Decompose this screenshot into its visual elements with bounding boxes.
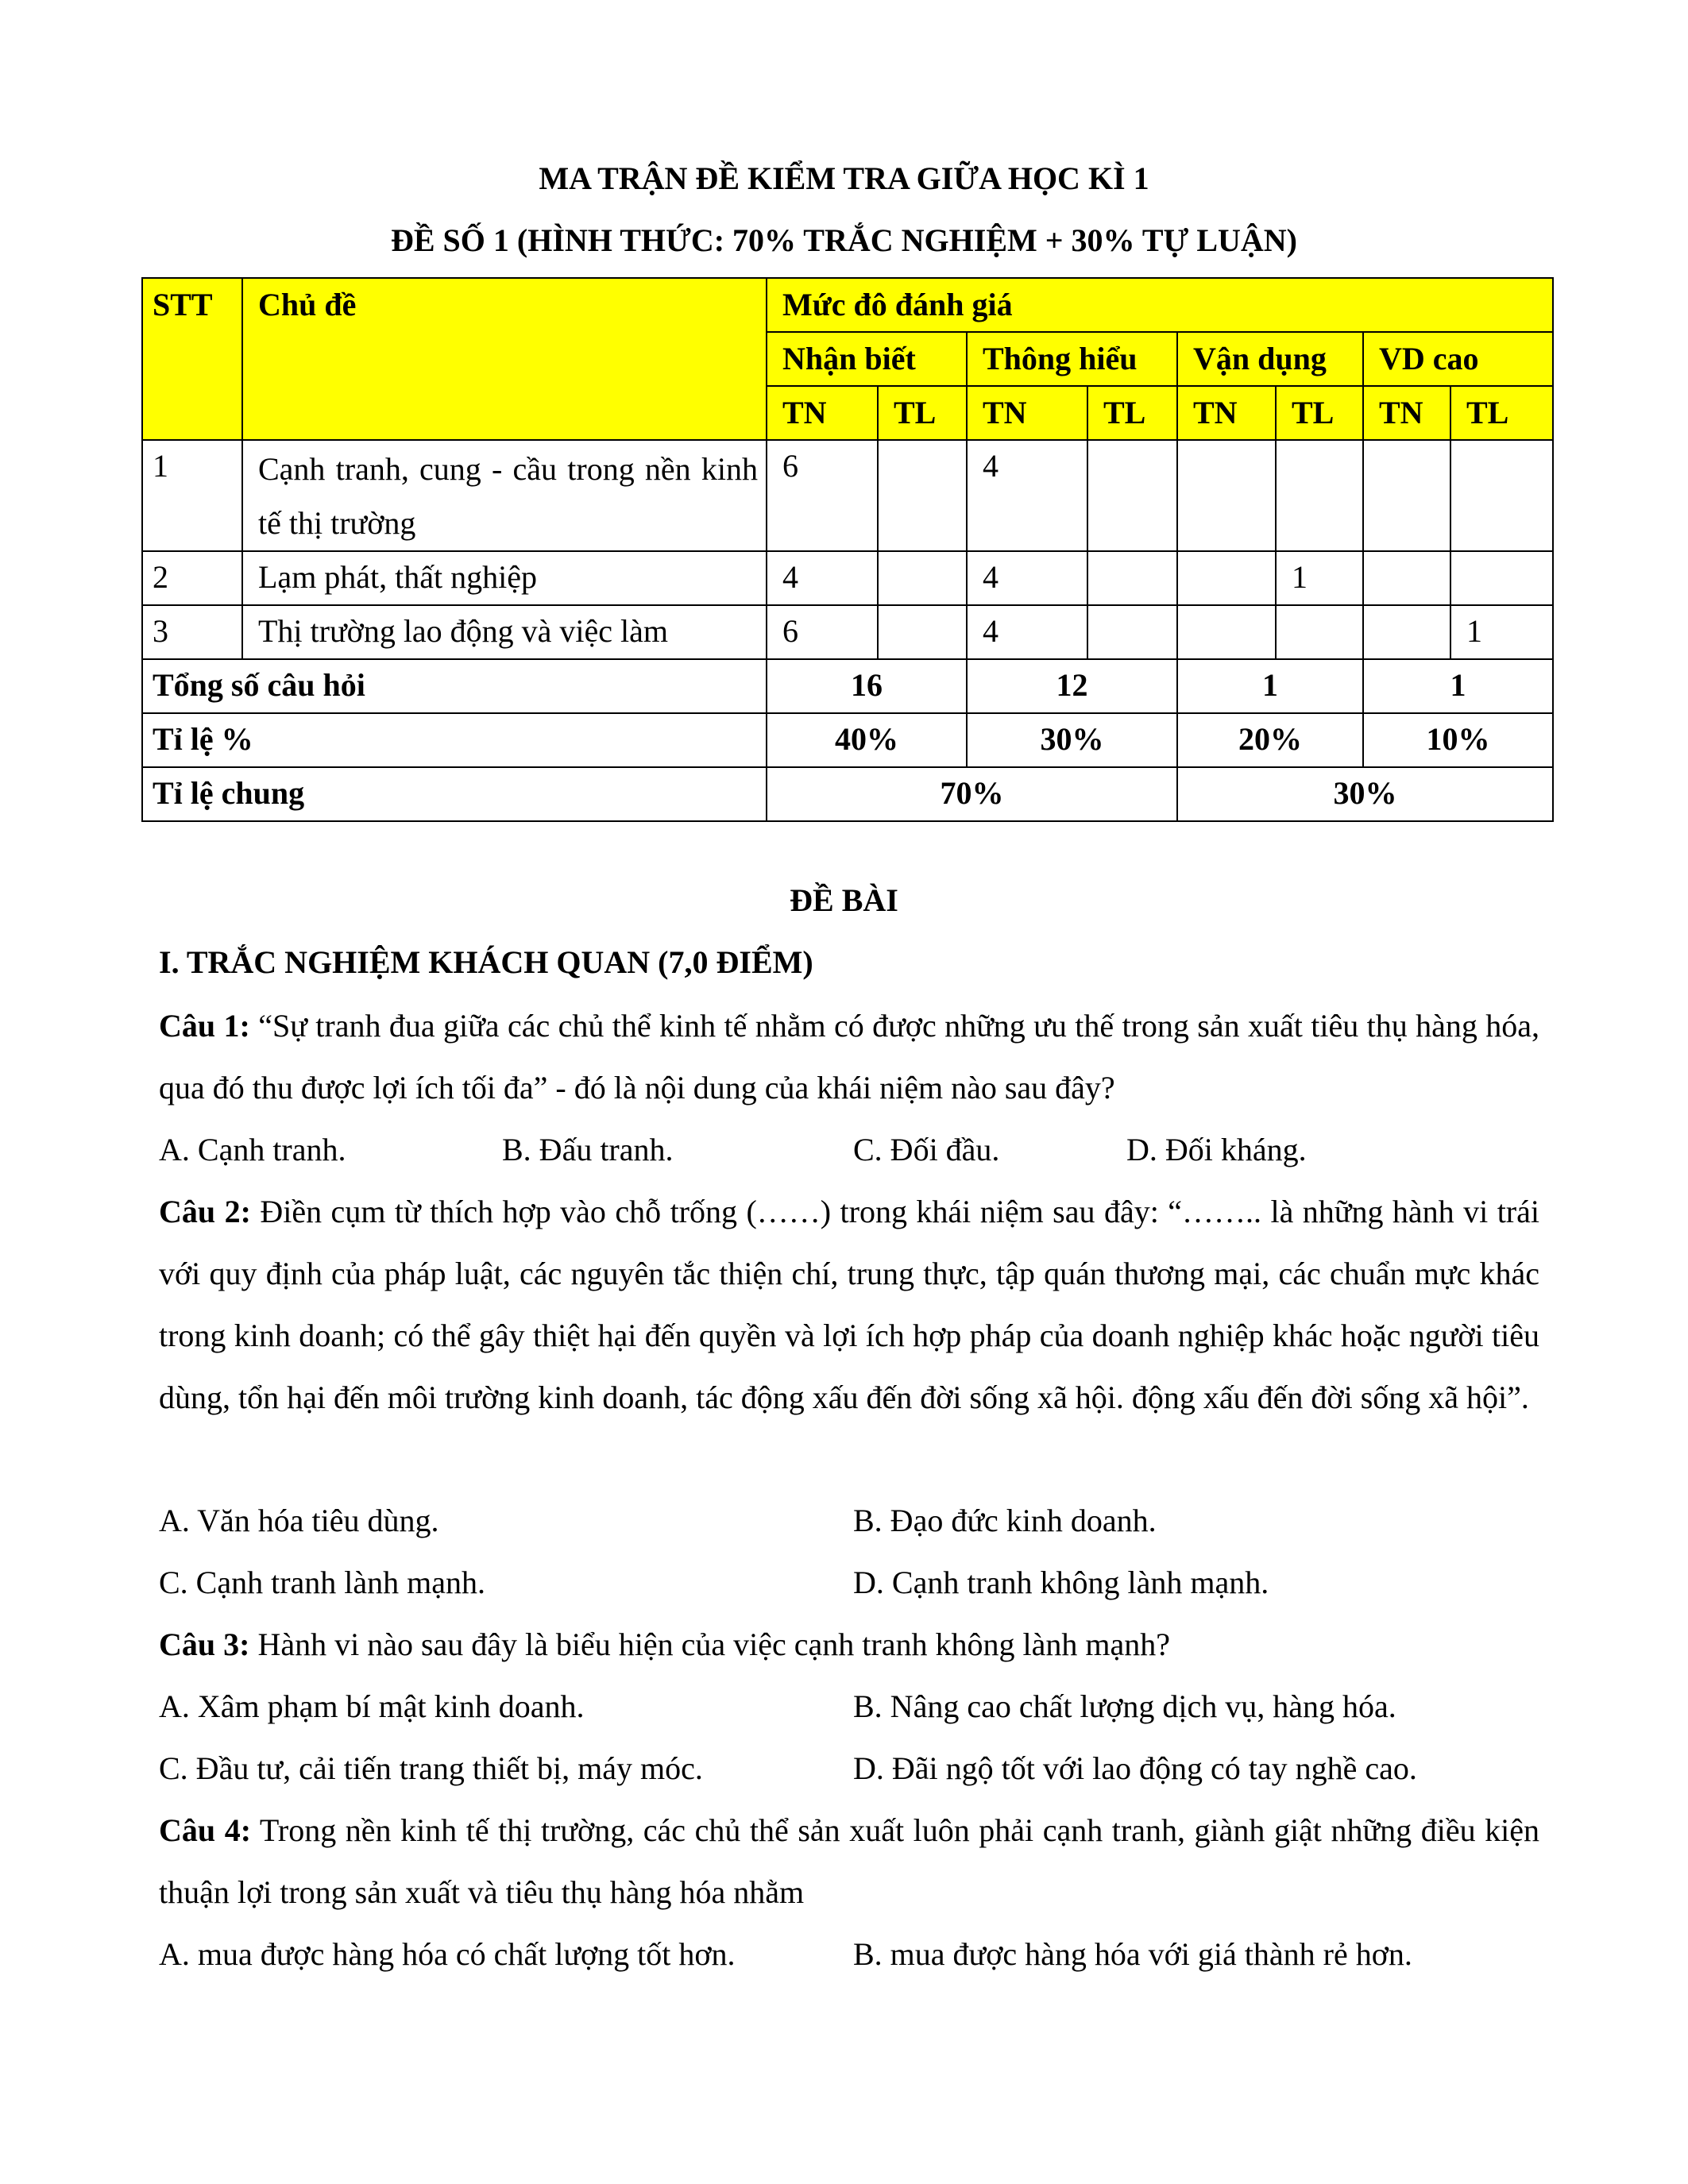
- question-text: Hành vi nào sau đây là biểu hiện của việc cạnh tranh không lành mạnh?: [249, 1626, 1170, 1662]
- question-label: Câu 1:: [159, 1008, 250, 1044]
- question-text: Điền cụm từ thích hợp vào chỗ trống (……) trong khái niệm sau đây: “…….. là những hành vi trái với quy định của pháp luật, các nguyên tắc thiện chí, trung thực, tập quán thương mại, các chuẩn mực khác trong kinh doanh; có thể gây thiệt hại đến quyền và lợi ích hợp pháp của doanh nghiệp khác hoặc người tiêu dùng, tổn hại đến môi trường kinh doanh, tác động xấu đến đời sống xã hội. động xấu đến đời sống xã hội”.: [159, 1194, 1539, 1415]
- sub-tn: TN: [1177, 386, 1276, 440]
- document-title: MA TRẬN ĐỀ KIỂM TRA GIỮA HỌC KÌ 1: [539, 160, 1149, 196]
- row-cell: [1177, 605, 1276, 659]
- option-b: B. Nâng cao chất lượng dịch vụ, hàng hóa.: [853, 1688, 1396, 1724]
- row-topic: Thị trường lao động và việc làm: [242, 605, 767, 659]
- ratio-vd-cao: 10%: [1363, 713, 1553, 767]
- option-a: A. mua được hàng hóa có chất lượng tốt hơn.: [159, 1936, 736, 1972]
- row-cell: 1: [1450, 605, 1553, 659]
- row-topic: Cạnh tranh, cung - cầu trong nền kinh tế thị trường: [242, 440, 767, 551]
- sub-tl: TL: [878, 386, 967, 440]
- row-cell: [1087, 605, 1177, 659]
- exam-heading: ĐỀ BÀI: [790, 882, 898, 918]
- option-c: C. Đối đầu.: [853, 1132, 1000, 1167]
- document-subtitle: ĐỀ SỐ 1 (HÌNH THỨC: 70% TRẮC NGHIỆM + 30% TỰ LUẬN): [390, 222, 1297, 258]
- table-row: [142, 440, 1553, 551]
- level-thong-hieu: Thông hiểu: [967, 332, 1177, 386]
- row-topic: Lạm phát, thất nghiệp: [242, 551, 767, 605]
- table-row: [142, 605, 1553, 659]
- table-header-row: [142, 278, 1553, 332]
- sub-tn: TN: [767, 386, 878, 440]
- row-stt: 2: [142, 551, 242, 605]
- total-nhan-biet: 16: [767, 659, 967, 713]
- question-3: [159, 1625, 1539, 1665]
- row-cell: 4: [967, 440, 1087, 551]
- row-cell: [1276, 440, 1363, 551]
- row-cell: [878, 440, 967, 551]
- level-vd-cao: VD cao: [1363, 332, 1553, 386]
- row-cell: [1276, 605, 1363, 659]
- row-cell: 4: [967, 605, 1087, 659]
- ratio-nhan-biet: 40%: [767, 713, 967, 767]
- question-label: Câu 2:: [159, 1194, 251, 1229]
- table-row: [142, 551, 1553, 605]
- row-cell: 4: [967, 551, 1087, 605]
- total-van-dung: 1: [1177, 659, 1363, 713]
- level-van-dung: Vận dụng: [1177, 332, 1363, 386]
- row-cell: 6: [767, 605, 878, 659]
- row-cell: [1363, 440, 1450, 551]
- question-1: [159, 995, 1539, 1119]
- row-stt: 1: [142, 440, 242, 551]
- option-a: A. Cạnh tranh.: [159, 1132, 346, 1167]
- row-cell: [1363, 551, 1450, 605]
- option-b: B. Đấu tranh.: [502, 1132, 674, 1167]
- row-cell: [1363, 605, 1450, 659]
- row-cell: [878, 605, 967, 659]
- question-2: [159, 1181, 1539, 1429]
- option-c: C. Đầu tư, cải tiến trang thiết bị, máy móc.: [159, 1750, 703, 1786]
- sub-tl: TL: [1450, 386, 1553, 440]
- assessment-matrix-table: [141, 277, 1554, 822]
- header-level: Mức đô đánh giá: [767, 278, 1553, 332]
- question-text: “Sự tranh đua giữa các chủ thể kinh tế nhằm có được những ưu thế trong sản xuất tiêu thụ hàng hóa, qua đó thu được lợi ích tối đa” - đó là nội dung của khái niệm nào sau đây?: [159, 1008, 1540, 1106]
- question-label: Câu 3:: [159, 1626, 250, 1662]
- section-heading: I. TRẮC NGHIỆM KHÁCH QUAN (7,0 ĐIỂM): [159, 944, 813, 980]
- general-label: Tỉ lệ chung: [142, 767, 767, 821]
- option-d: D. Đối kháng.: [1126, 1132, 1307, 1167]
- general-tn: 70%: [767, 767, 1177, 821]
- row-cell: [1177, 440, 1276, 551]
- table-total-row: [142, 659, 1553, 713]
- question-4: [159, 1800, 1539, 1924]
- row-cell: 6: [767, 440, 878, 551]
- level-nhan-biet: Nhận biết: [767, 332, 967, 386]
- total-label: Tổng số câu hỏi: [142, 659, 767, 713]
- header-stt: STT: [142, 278, 242, 440]
- header-topic: Chủ đề: [242, 278, 767, 440]
- sub-tn: TN: [1363, 386, 1450, 440]
- table-general-row: [142, 767, 1553, 821]
- option-a: A. Xâm phạm bí mật kinh doanh.: [159, 1688, 585, 1724]
- option-d: D. Đãi ngộ tốt với lao động có tay nghề cao.: [853, 1750, 1417, 1786]
- general-tl: 30%: [1177, 767, 1553, 821]
- total-vd-cao: 1: [1363, 659, 1553, 713]
- row-cell: [1087, 551, 1177, 605]
- option-b: B. Đạo đức kinh doanh.: [853, 1503, 1157, 1538]
- table-ratio-row: [142, 713, 1553, 767]
- question-text: Trong nền kinh tế thị trường, các chủ thể sản xuất luôn phải cạnh tranh, giành giật những điều kiện thuận lợi trong sản xuất và tiêu thụ hàng hóa nhằm: [159, 1812, 1540, 1910]
- total-thong-hieu: 12: [967, 659, 1177, 713]
- question-label: Câu 4:: [159, 1812, 252, 1848]
- row-cell: [1450, 551, 1553, 605]
- option-c: C. Cạnh tranh lành mạnh.: [159, 1565, 486, 1600]
- ratio-label: Tỉ lệ %: [142, 713, 767, 767]
- sub-tl: TL: [1276, 386, 1363, 440]
- ratio-van-dung: 20%: [1177, 713, 1363, 767]
- row-cell: [878, 551, 967, 605]
- sub-tn: TN: [967, 386, 1087, 440]
- row-stt: 3: [142, 605, 242, 659]
- ratio-thong-hieu: 30%: [967, 713, 1177, 767]
- row-cell: [1450, 440, 1553, 551]
- option-a: A. Văn hóa tiêu dùng.: [159, 1503, 439, 1538]
- option-d: D. Cạnh tranh không lành mạnh.: [853, 1565, 1269, 1600]
- row-cell: [1177, 551, 1276, 605]
- row-cell: [1087, 440, 1177, 551]
- sub-tl: TL: [1087, 386, 1177, 440]
- row-cell: 4: [767, 551, 878, 605]
- row-cell: 1: [1276, 551, 1363, 605]
- option-b: B. mua được hàng hóa với giá thành rẻ hơn.: [853, 1936, 1412, 1972]
